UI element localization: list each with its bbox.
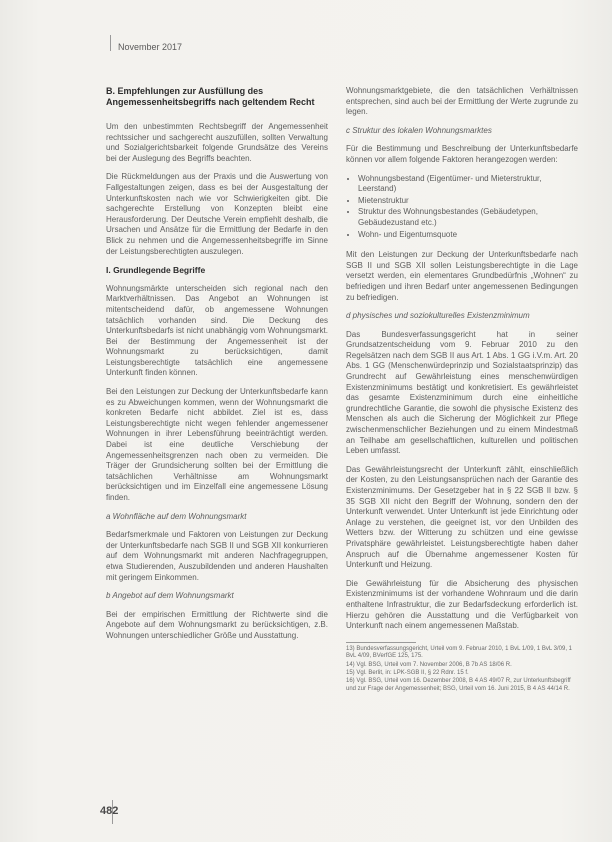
section-heading: B. Empfehlungen zur Ausfüllung des Angemessenheitsbegriffs nach geltendem Recht [106, 86, 315, 107]
paragraph: Für die Bestimmung und Beschreibung der Unterkunftsbedarfe können vor allem folgende Faktoren herangezogen werden: [346, 144, 578, 164]
subsection-heading: I. Grundlegende Begriffe [106, 265, 206, 276]
paragraph: Wohnungsmärkte unterscheiden sich regional nach den Marktverhältnissen. Das Angebot an Wohnungen ist mitentscheidend dafür, ob angemessene Wohnungen tatsächlich vorhanden sind. Die Deckung des Unterkunftsbedarfs ist nicht unabhängig vom Wohnungsmarkt. Bei der Bestimmung der Angemessenheit ist der Wohnungsmarkt zu berücksichtigen, damit Leistungsberechtigte tatsächlich eine angemessene Unterkunft finden können. [106, 283, 328, 378]
paragraph: Die Gewährleistung für die Absicherung des physischen Existenzminimums ist der vorhandene Wohnraum und die darin enthaltene Infrastruktur, die zur Bedarfsdeckung erforderlich ist. Hierzu gehören die Ausstattung und die Verfügbarkeit von Unterkunft nach einem angemessenen Maßstab. [346, 578, 578, 631]
paragraph: Das Gewährleistungsrecht der Unterkunft zählt, einschließlich der Kosten, zu den Leistungsansprüchen nach der Garantie des Existenzminimums. Der Gesetzgeber hat in § 22 SGB II bzw. § 35 SGB XII nicht den Begriff der Wohnung, sondern den der Unterkunft verwendet. Unter Unterkunft ist jede Einrichtung oder Anlage zu verstehen, die geeignet ist, vor den Unbilden des Wetters bzw. der Witterung zu schützen und eine gewisse Privatsphäre gewährleistet. Leistungsberechtigte haben daher Anspruch auf die Übernahme angemessener Kosten für Unterkunft und Heizung. [346, 464, 578, 570]
bullet-list [346, 174, 578, 241]
footnote: 15) Vgl. Berlit, in: LPK-SGB II, § 22 Rdnr. 15 f. [346, 669, 469, 676]
subheading: a Wohnfläche auf dem Wohnungsmarkt [106, 511, 247, 521]
header-rule [96, 35, 111, 51]
footnote: 16) Vgl. BSG, Urteil vom 16. Dezember 2008, B 4 AS 49/07 R, zur Unterkunftsbegriff und zur Frage der Angemessenheit; BSG, Urteil vom 16. Juni 2015, B 4 AS 44/14 R. [346, 678, 571, 692]
paragraph: Mit den Leistungen zur Deckung der Unterkunftsbedarfe nach SGB II und SGB XII sollen Leistungsberechtigte in die Lage versetzt werden, ein elementares Grundbedürfnis „Wohnen“ zu befriedigen und ihren Bedarf unter angemessenen Bedingungen zu befriedigen. [346, 250, 578, 302]
footnote-rule [346, 642, 416, 643]
paragraph: Bei der empirischen Ermittlung der Richtwerte sind die Angebote auf dem Wohnungsmarkt zu berücksichtigen, z.B. Wohnungen unterschiedlicher Größe und Ausstattung. [106, 609, 328, 640]
page-number: 482 [100, 805, 119, 817]
paragraph: Bei den Leistungen zur Deckung der Unterkunftsbedarfe kann es zu Abweichungen kommen, wenn der Wohnungsmarkt die konkreten Bedarfe nicht abbildet. Ziel ist es, dass Leistungsberechtigte nicht wegen fehlender angemessener Wohnungen in ihrer Lebensführung beeinträchtigt werden. Dabei ist eine deutliche Verschiebung der Angemessenheitsgrenzen nach oben zu vermeiden. Die Träger der Grundsicherung sollten bei der Ermittlung die tatsächlichen Verhältnisse am Wohnungsmarkt berücksichtigen und im Einzelfall eine angemessene Lösung finden. [106, 387, 328, 502]
paragraph: Die Rückmeldungen aus der Praxis und die Auswertung von Fallgestaltungen zeigen, dass es bei der Ausgestaltung der Unterkunftskosten nach wie vor Schwierigkeiten gibt. Die sachgerechte Erstellung von Konzepten bleibt eine Herausforderung. Der Deutsche Verein empfiehlt deshalb, die Ursachen und Ansätze für die Ermittlung der Bedarfe in den Blick zu nehmen und die Angemessenheitsbegriffe im Sinne der Leistungsberechtigten auszulegen. [106, 172, 328, 256]
footnote: 14) Vgl. BSG, Urteil vom 7. November 2006, B 7b AS 18/06 R. [346, 661, 512, 668]
left-column [106, 86, 328, 650]
paragraph: Um den unbestimmten Rechtsbegriff der Angemessenheit rechtssicher und sachgerecht auszufüllen, sollten Verwaltung und Sozialgerichtsbarkeit folgende Grundsätze des Vereins bei der Auslegung des Begriffs beachten. [106, 122, 328, 163]
paragraph: Das Bundesverfassungsgericht hat in seiner Grundsatzentscheidung vom 9. Februar 2010 zu den Regelsätzen nach dem SGB II aus Art. 1 Abs. 1 GG i.V.m. Art. 20 Abs. 1 GG (Menschenwürdeprinzip und Sozialstaatsprinzip) das Grundrecht auf Gewährleistung eines menschenwürdigen Existenzminimums bestätigt und konkretisiert. Es gewährleistet das gesamte Existenzminimum durch eine einheitliche grundrechtliche Garantie, die sowohl die physische Existenz des Menschen als auch die Sicherung der Möglichkeit zur Pflege zwischenmenschlicher Beziehungen und zu einem Mindestmaß an Teilhabe am gesellschaftlichen, kulturellen und politischen Leben umfasst. [346, 329, 578, 456]
subheading: d physisches und soziokulturelles Existenzminimum [346, 311, 530, 321]
list-item: • Mietenstruktur [358, 196, 578, 207]
list-item: • Wohnungsbestand (Eigentümer- und Mieterstruktur, Leerstand) [358, 174, 578, 195]
list-item: • Struktur des Wohnungsbestandes (Gebäudetypen, Gebäudezustand etc.) [358, 207, 578, 228]
list-item: • Wohn- und Eigentumsquote [358, 230, 578, 241]
paragraph: Bedarfsmerkmale und Faktoren von Leistungen zur Deckung der Unterkunftsbedarfe nach SGB II und SGB XII konkurrieren auf dem Wohnungsmarkt mit anderen Nachfragegruppen, etwa Studierenden, Auszubildenden und anderen Haushalten mit geringem Einkommen. [106, 530, 328, 582]
subheading: c Struktur des lokalen Wohnungsmarktes [346, 125, 492, 135]
header-date: November 2017 [118, 42, 183, 52]
paragraph: Wohnungsmarktgebiete, die den tatsächlichen Verhältnissen entsprechen, sind auch bei der Ermittlung der Werte zugrunde zu legen. [346, 86, 578, 117]
footnote: 13) Bundesverfassungsgericht, Urteil vom 9. Februar 2010, 1 BvL 1/09, 1 BvL 3/09, 1 BvL 4/09, BVerfGE 125, 175. [346, 645, 573, 660]
subheading: b Angebot auf dem Wohnungsmarkt [106, 591, 234, 601]
right-column [346, 86, 578, 694]
